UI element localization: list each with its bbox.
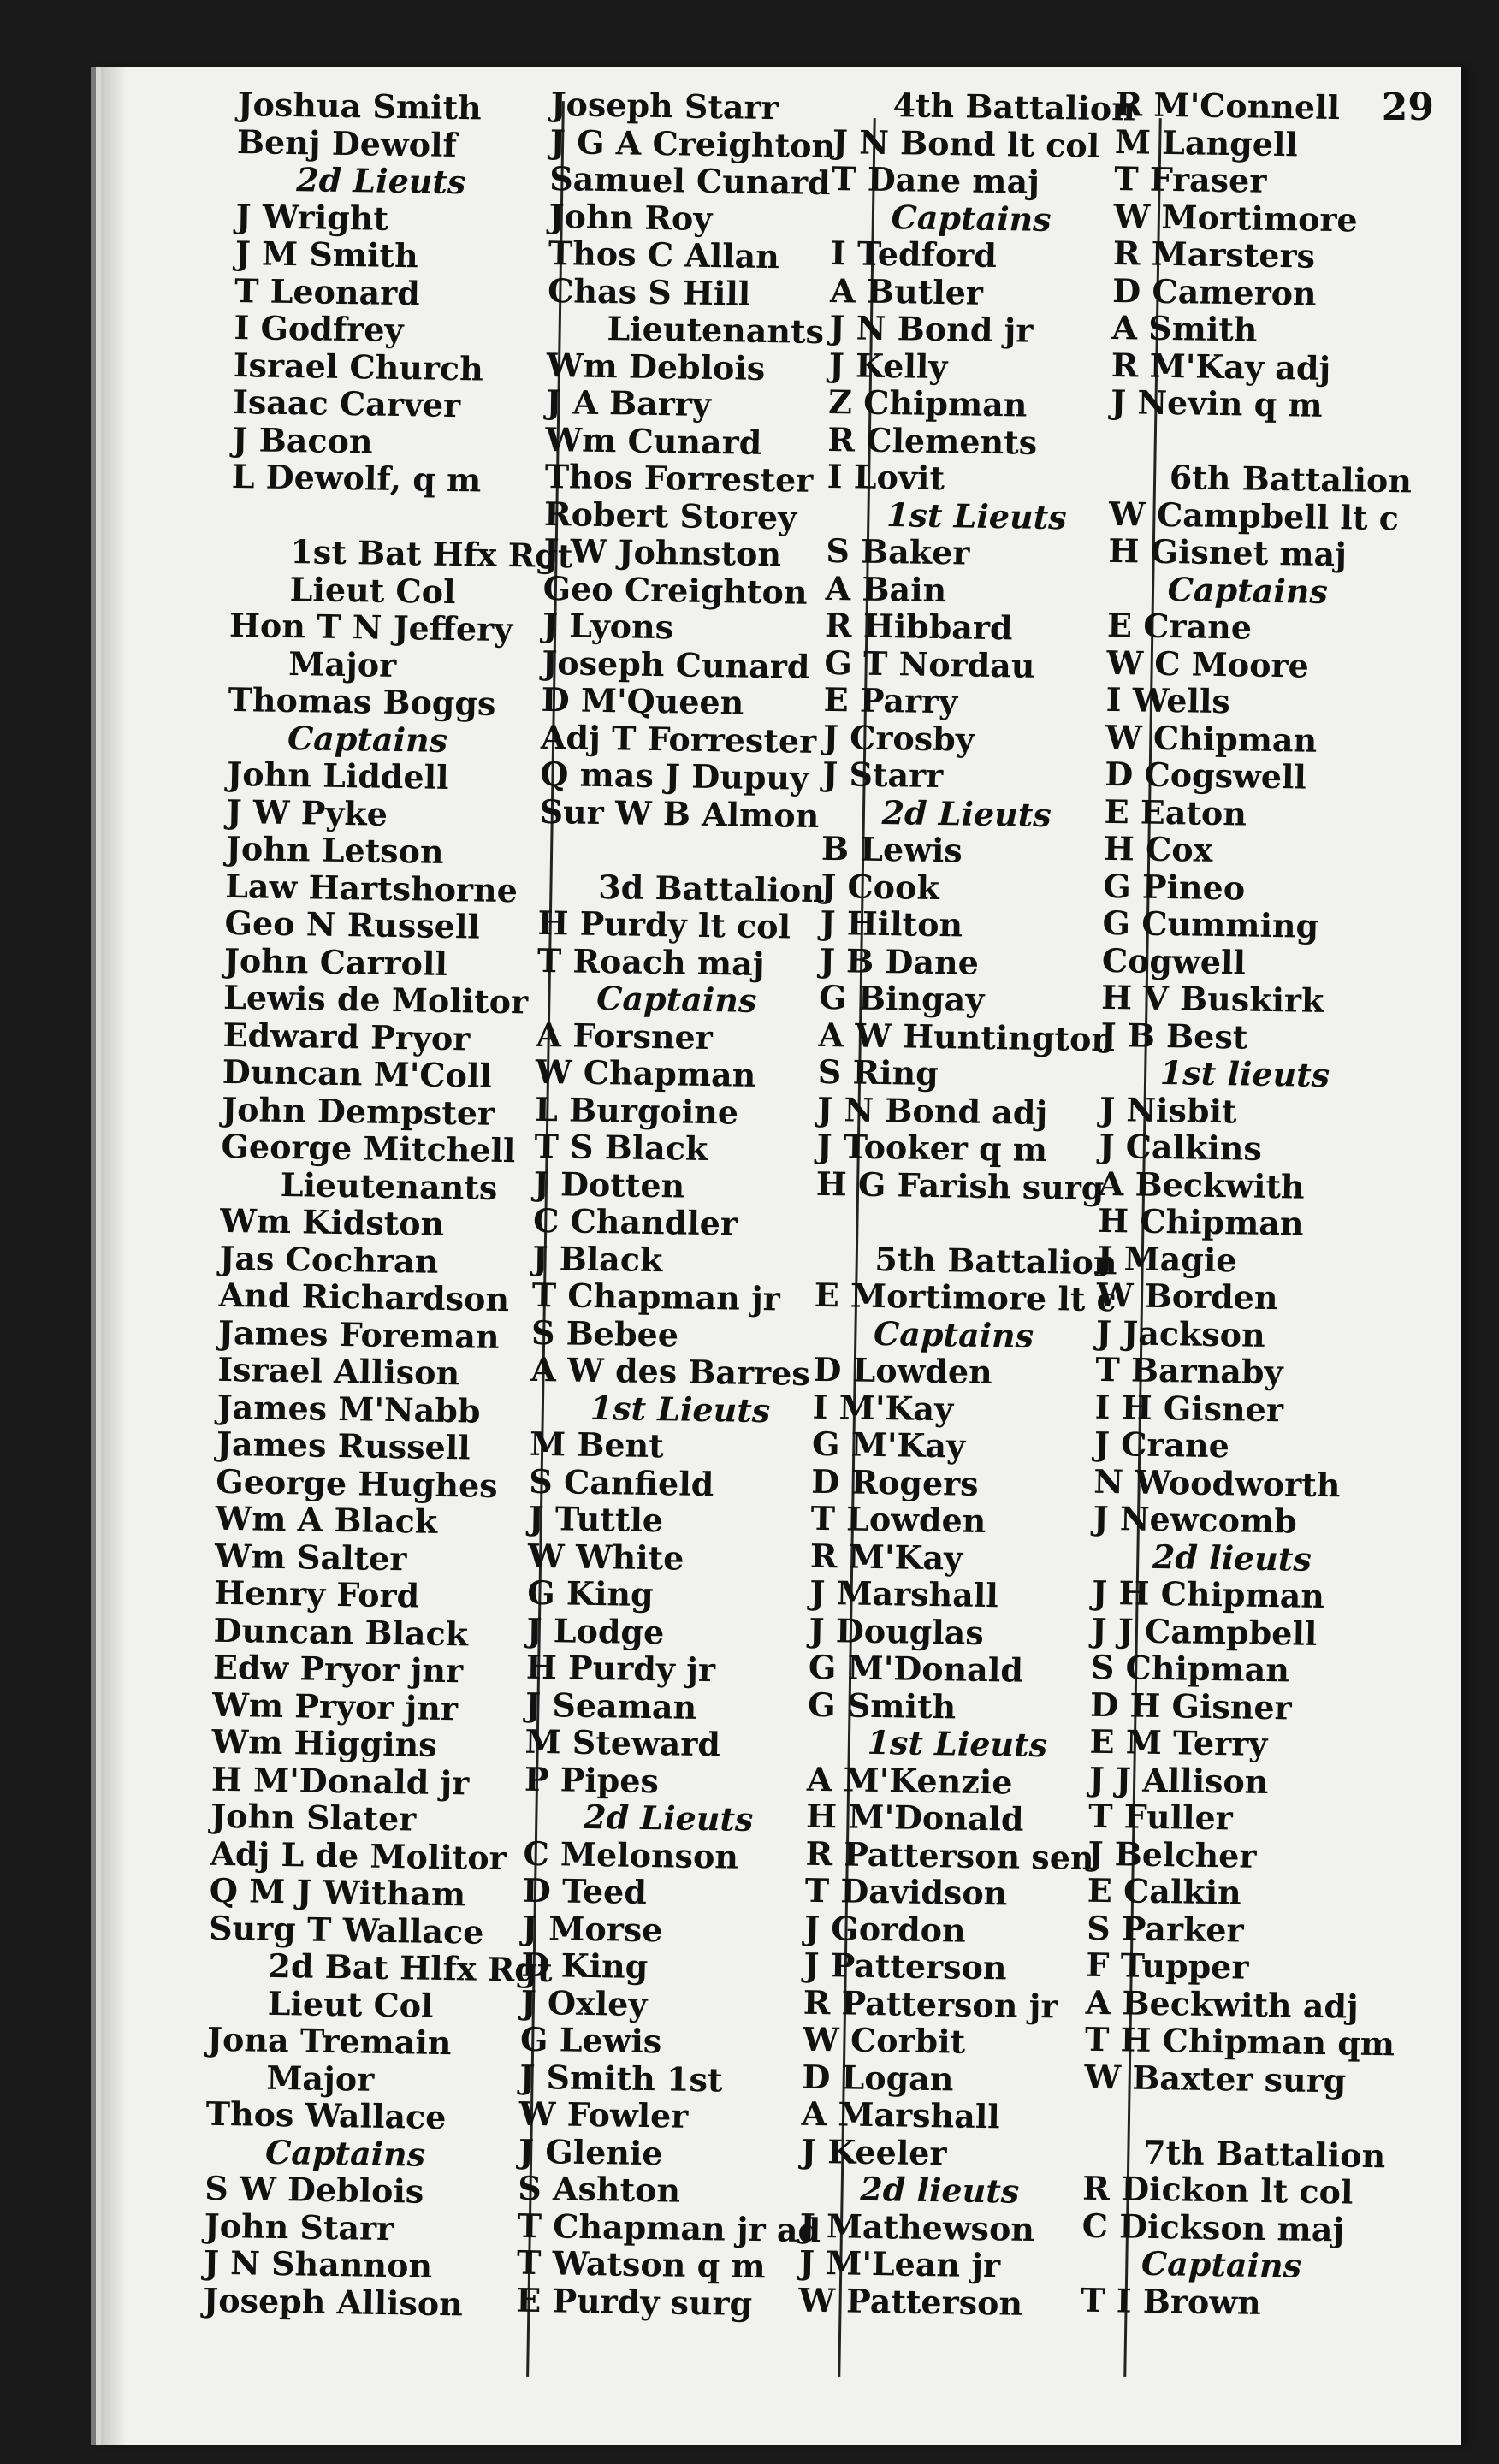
officer-entry: A Marshall bbox=[801, 2094, 1001, 2136]
officer-entry: Robert Storey bbox=[543, 494, 797, 537]
officer-entry: Q M J Witham bbox=[209, 1870, 466, 1914]
officer-entry: Wm Cunard bbox=[545, 419, 762, 462]
officer-entry: J J Allison bbox=[1088, 1759, 1269, 1801]
officer-entry: J Patterson bbox=[803, 1945, 1007, 1987]
officer-entry: E Purdy surg bbox=[515, 2280, 753, 2323]
officer-entry: J Smith 1st bbox=[519, 2057, 723, 2099]
section-heading: 2d Lieuts bbox=[583, 1797, 754, 1839]
officer-entry: H M'Donald bbox=[805, 1796, 1024, 1839]
officer-entry: G Lewis bbox=[519, 2019, 662, 2061]
section-heading: Captains bbox=[595, 978, 757, 1020]
section-heading: 1st Bat Hfx Rgt bbox=[290, 532, 573, 576]
officer-entry: J W Johnston bbox=[543, 530, 782, 574]
officer-entry: D Rogers bbox=[811, 1461, 979, 1503]
officer-entry: J N Bond jr bbox=[829, 307, 1034, 350]
officer-entry: J Marshall bbox=[809, 1573, 999, 1615]
officer-entry: J Jackson bbox=[1095, 1312, 1266, 1354]
officer-entry: J Lyons bbox=[542, 605, 674, 647]
officer-entry: W Campbell lt c bbox=[1108, 494, 1400, 537]
officer-entry: E M Terry bbox=[1089, 1721, 1268, 1764]
officer-entry: H V Buskirk bbox=[1100, 977, 1324, 1020]
officer-entry: John Carroll bbox=[223, 940, 448, 983]
officer-entry: S Parker bbox=[1086, 1908, 1244, 1950]
officer-entry: W Corbit bbox=[802, 2019, 966, 2061]
officer-entry: T Leonard bbox=[234, 270, 421, 312]
officer-entry: W Mortimore bbox=[1113, 196, 1359, 239]
officer-entry: George Mitchell bbox=[221, 1126, 516, 1170]
officer-entry: C Melonson bbox=[523, 1833, 739, 1876]
officer-entry: E Eaton bbox=[1104, 791, 1247, 833]
officer-entry: D Cogswell bbox=[1105, 754, 1307, 797]
officer-entry: Jas Cochran bbox=[219, 1238, 439, 1281]
officer-entry: A Beckwith bbox=[1098, 1164, 1305, 1206]
officer-entry: R M'Connell bbox=[1115, 85, 1341, 127]
officer-entry: J Mathewson bbox=[799, 2206, 1035, 2248]
officer-entry: Lewis de Molitor bbox=[222, 977, 529, 1022]
officer-entry: J N Shannon bbox=[203, 2242, 433, 2285]
officer-entry: W Patterson bbox=[797, 2280, 1023, 2323]
blank-line bbox=[231, 495, 576, 537]
officer-entry: John Roy bbox=[548, 196, 713, 238]
officer-entry: A Beckwith adj bbox=[1085, 1982, 1360, 2026]
section-heading: Captains bbox=[873, 1313, 1034, 1355]
officer-entry: John Slater bbox=[210, 1796, 417, 1839]
officer-entry: R Hibbard bbox=[824, 605, 1013, 648]
officer-entry: T I Brown bbox=[1080, 2280, 1262, 2322]
officer-entry: I H Gisner bbox=[1094, 1387, 1284, 1429]
officer-entry: M Langell bbox=[1114, 121, 1299, 163]
officer-entry: J B Best bbox=[1100, 1015, 1248, 1057]
section-heading: 2d Lieuts bbox=[295, 160, 466, 202]
officer-entry: F Tupper bbox=[1086, 1945, 1249, 1987]
officer-entry: H Gisnet maj bbox=[1108, 530, 1348, 574]
officer-entry: E Mortimore lt c bbox=[814, 1275, 1117, 1319]
officer-entry: E Calkin bbox=[1087, 1870, 1242, 1912]
officer-entry: L Dewolf, q m bbox=[231, 456, 482, 500]
officer-entry: Chas S Hill bbox=[547, 270, 751, 313]
officer-entry: Geo Creighton bbox=[542, 568, 808, 612]
officer-entry: G M'Donald bbox=[808, 1647, 1024, 1690]
officer-entry: Joseph Cunard bbox=[542, 643, 810, 686]
officer-entry: James M'Nabb bbox=[216, 1387, 481, 1430]
officer-entry: J Seaman bbox=[524, 1685, 697, 1727]
officer-entry: J Keeler bbox=[800, 2131, 947, 2172]
officer-entry: J Tooker q m bbox=[816, 1126, 1048, 1170]
officer-entry: Duncan M'Coll bbox=[222, 1051, 493, 1095]
officer-entry: S Ring bbox=[817, 1051, 939, 1093]
officer-entry: Duncan Black bbox=[213, 1610, 469, 1653]
officer-entry: Law Hartshorne bbox=[224, 866, 518, 909]
officer-entry: T Fuller bbox=[1087, 1796, 1234, 1838]
officer-entry: T H Chipman qm bbox=[1084, 2019, 1395, 2064]
officer-entry: R Marsters bbox=[1112, 233, 1316, 275]
officer-entry: J Magie bbox=[1097, 1238, 1237, 1279]
officer-entry: Joseph Starr bbox=[550, 85, 779, 127]
officer-entry: J Belcher bbox=[1087, 1833, 1257, 1875]
section-heading: Captains bbox=[1141, 2243, 1302, 2285]
officer-entry: M Steward bbox=[524, 1721, 721, 1764]
officer-entry: I Wells bbox=[1105, 679, 1231, 721]
officer-entry: Wm A Black bbox=[215, 1498, 438, 1541]
officer-entry: Jona Tremain bbox=[206, 2019, 452, 2063]
officer-entry: S Canfield bbox=[529, 1461, 714, 1503]
officer-entry: James Russell bbox=[216, 1424, 471, 1467]
officer-entry: J Nevin q m bbox=[1110, 382, 1324, 424]
officer-entry: A W Huntington bbox=[818, 1015, 1116, 1058]
officer-entry: S W Deblois bbox=[204, 2168, 424, 2211]
officer-entry: Benj Dewolf bbox=[236, 121, 458, 164]
officer-entry: Hon T N Jeffery bbox=[228, 605, 513, 649]
officer-entry: H Purdy jr bbox=[525, 1647, 716, 1690]
officer-entry: Israel Allison bbox=[217, 1349, 460, 1393]
officer-entry: L Burgoine bbox=[534, 1089, 739, 1132]
section-heading: Lieut Col bbox=[289, 569, 456, 611]
section-heading: 2d Lieuts bbox=[881, 792, 1052, 834]
officer-entry: J Calkins bbox=[1099, 1126, 1263, 1168]
officer-entry: Wm Kidston bbox=[219, 1200, 445, 1243]
officer-entry: J Oxley bbox=[520, 1982, 648, 2023]
blank-line bbox=[815, 1202, 1118, 1244]
register-page bbox=[96, 67, 1461, 2445]
officer-entry: J Douglas bbox=[809, 1610, 985, 1652]
officer-entry: Surg T Wallace bbox=[208, 1908, 484, 1952]
officer-entry: I Godfrey bbox=[234, 307, 404, 350]
officer-entry: A W des Barres bbox=[530, 1349, 811, 1393]
officer-entry: Henry Ford bbox=[213, 1573, 420, 1615]
officer-entry: G Smith bbox=[807, 1685, 957, 1726]
section-heading: 3d Battalion bbox=[597, 867, 826, 909]
officer-entry: Q mas J Dupuy bbox=[540, 754, 809, 797]
officer-entry: W Baxter surg bbox=[1084, 2057, 1347, 2100]
section-heading: Captains bbox=[264, 2132, 426, 2174]
officer-entry: D Cameron bbox=[1111, 270, 1318, 313]
officer-entry: W Fowler bbox=[518, 2094, 689, 2135]
blank-line bbox=[1083, 2095, 1394, 2137]
officer-entry: A Forsner bbox=[536, 1015, 714, 1057]
officer-entry: George Hughes bbox=[216, 1461, 498, 1505]
officer-entry: G M'Kay bbox=[811, 1424, 966, 1466]
officer-entry: W White bbox=[527, 1536, 684, 1578]
officer-entry: Israel Church bbox=[233, 345, 484, 388]
officer-entry: J Crane bbox=[1093, 1424, 1230, 1466]
officer-entry: D M'Queen bbox=[541, 679, 744, 722]
officer-entry: S Bebee bbox=[530, 1312, 679, 1354]
officer-entry: J Crosby bbox=[822, 717, 975, 759]
officer-entry: A Butler bbox=[829, 270, 984, 312]
officer-entry: R Clements bbox=[827, 419, 1038, 462]
officer-entry: J Gordon bbox=[803, 1908, 967, 1950]
officer-entry: G T Nordau bbox=[824, 643, 1035, 685]
officer-entry: H Purdy lt col bbox=[537, 903, 791, 946]
officer-entry: T Dane maj bbox=[831, 158, 1040, 201]
section-heading: 7th Battalion bbox=[1142, 2132, 1386, 2175]
section-heading: 6th Battalion bbox=[1169, 458, 1413, 500]
officer-entry: Wm Salter bbox=[214, 1536, 407, 1578]
officer-entry: Wm Deblois bbox=[546, 345, 766, 388]
officer-entry: M Bent bbox=[529, 1424, 665, 1466]
officer-entry: Isaac Carver bbox=[232, 382, 461, 425]
officer-entry: C Dickson maj bbox=[1081, 2206, 1345, 2249]
officer-entry: John Letson bbox=[225, 828, 444, 871]
officer-entry: J J Campbell bbox=[1091, 1610, 1318, 1653]
officer-entry: James Foreman bbox=[217, 1312, 500, 1356]
blank-line bbox=[1110, 420, 1420, 462]
section-heading: 1st Lieuts bbox=[590, 1388, 771, 1430]
section-heading: 2d Bat Hlfx Rgt bbox=[268, 1946, 553, 1990]
officer-entry: H Chipman bbox=[1097, 1200, 1304, 1243]
officer-entry: Samuel Cunard bbox=[548, 158, 832, 203]
officer-entry: G Cumming bbox=[1102, 903, 1319, 945]
officer-entry: Adj T Forrester bbox=[540, 717, 817, 761]
section-heading: 1st lieuts bbox=[1159, 1052, 1330, 1095]
section-heading: 2d lieuts bbox=[1152, 1537, 1312, 1578]
officer-entry: J Newcomb bbox=[1093, 1498, 1298, 1541]
officer-entry: J N Bond adj bbox=[816, 1089, 1048, 1132]
officer-entry: J Cook bbox=[820, 866, 940, 907]
officer-entry: N Woodworth bbox=[1093, 1461, 1341, 1504]
officer-entry: T Chapman jr bbox=[531, 1275, 781, 1318]
officer-entry: J Hilton bbox=[820, 903, 963, 945]
officer-entry: G King bbox=[526, 1573, 655, 1614]
section-heading: 1st Lieuts bbox=[886, 495, 1067, 536]
section-heading: 4th Battalion bbox=[892, 86, 1136, 128]
officer-entry: R Patterson sen bbox=[805, 1833, 1094, 1877]
officer-entry: R Dickon lt col bbox=[1082, 2168, 1354, 2212]
officer-entry: Thos C Allan bbox=[548, 233, 780, 276]
officer-entry: T Watson q m bbox=[516, 2242, 767, 2286]
officer-entry: W Chapman bbox=[535, 1051, 756, 1094]
officer-entry: Thomas Boggs bbox=[228, 679, 496, 723]
officer-entry: C Chandler bbox=[532, 1200, 738, 1243]
officer-entry: W Borden bbox=[1096, 1275, 1278, 1318]
officer-entry: Cogwell bbox=[1101, 940, 1247, 982]
officer-entry: H Cox bbox=[1103, 828, 1213, 869]
officer-entry: Joseph Allison bbox=[202, 2280, 464, 2323]
section-heading: Lieutenants bbox=[280, 1164, 498, 1207]
officer-entry: A Smith bbox=[1111, 307, 1258, 349]
officer-entry: J Wright bbox=[235, 196, 389, 238]
section-heading: 1st Lieuts bbox=[867, 1722, 1048, 1765]
officer-entry: A M'Kenzie bbox=[806, 1759, 1013, 1802]
officer-entry: J Tuttle bbox=[528, 1498, 664, 1540]
officer-entry: J G A Creighton bbox=[549, 121, 836, 165]
section-heading: Captains bbox=[891, 197, 1052, 239]
officer-entry: D H Gisner bbox=[1089, 1685, 1293, 1727]
officer-entry: J N Bond lt col bbox=[832, 121, 1100, 165]
officer-entry: Edw Pryor jnr bbox=[212, 1647, 464, 1691]
officer-entry: T Barnaby bbox=[1095, 1349, 1283, 1392]
officer-entry: T Davidson bbox=[804, 1870, 1008, 1913]
officer-entry: T S Black bbox=[534, 1126, 708, 1169]
officer-entry: J Starr bbox=[822, 754, 944, 796]
officer-entry: E Parry bbox=[823, 679, 958, 721]
officer-entry: S Ashton bbox=[518, 2168, 681, 2210]
officer-entry: T Roach maj bbox=[536, 940, 765, 983]
officer-entry: J A Barry bbox=[545, 382, 712, 424]
officer-entry: R Patterson jr bbox=[803, 1982, 1058, 2025]
officer-entry: G Pineo bbox=[1102, 866, 1246, 907]
blank-line bbox=[539, 830, 843, 872]
officer-entry: I Tedford bbox=[830, 233, 998, 275]
officer-entry: T Lowden bbox=[810, 1498, 986, 1541]
officer-entry: D Teed bbox=[522, 1870, 648, 1912]
officer-entry: A Bain bbox=[825, 568, 947, 609]
officer-entry: J M Smith bbox=[234, 233, 419, 275]
officer-entry: E Crane bbox=[1106, 605, 1253, 647]
officer-entry: G Bingay bbox=[818, 977, 985, 1019]
officer-entry: S Baker bbox=[826, 530, 970, 572]
officer-entry: Adj L de Molitor bbox=[210, 1833, 507, 1877]
officer-entry: T Chapman jr ad bbox=[517, 2206, 821, 2249]
officer-entry: H M'Donald jr bbox=[210, 1759, 470, 1802]
officer-entry: J Dotten bbox=[533, 1164, 685, 1205]
officer-entry: And Richardson bbox=[218, 1275, 510, 1319]
roster-column-3 bbox=[798, 86, 1135, 2323]
officer-entry: D Logan bbox=[802, 2057, 954, 2098]
section-heading: Captains bbox=[287, 718, 448, 760]
officer-entry: Thos Forrester bbox=[544, 456, 814, 500]
officer-entry: J Lodge bbox=[526, 1610, 665, 1651]
officer-entry: J H Chipman bbox=[1091, 1573, 1325, 1616]
officer-entry: Wm Higgins bbox=[211, 1721, 437, 1764]
page-gutter-shadow bbox=[101, 67, 127, 2445]
officer-entry: S Chipman bbox=[1090, 1647, 1290, 1690]
officer-entry: B Lewis bbox=[821, 828, 963, 870]
section-heading: 5th Battalion bbox=[874, 1239, 1117, 1282]
roster-column-4 bbox=[1081, 86, 1425, 2323]
officer-entry: Thos Wallace bbox=[205, 2094, 447, 2137]
officer-entry: Joshua Smith bbox=[237, 85, 483, 127]
section-heading: Lieutenants bbox=[607, 309, 825, 352]
section-heading: Captains bbox=[1167, 569, 1329, 611]
officer-entry: J Nisbit bbox=[1099, 1089, 1237, 1130]
officer-entry: John Starr bbox=[204, 2206, 394, 2248]
officer-entry: Wm Pryor jnr bbox=[211, 1685, 459, 1727]
officer-entry: J Kelly bbox=[828, 345, 948, 386]
officer-entry: J Bacon bbox=[232, 419, 373, 461]
officer-entry: R M'Kay bbox=[809, 1536, 963, 1578]
officer-entry: J Morse bbox=[521, 1908, 663, 1949]
officer-entry: John Liddell bbox=[227, 754, 449, 797]
officer-entry: Z Chipman bbox=[827, 382, 1028, 424]
officer-entry: Geo N Russell bbox=[224, 903, 481, 946]
officer-entry: J B Dane bbox=[819, 940, 980, 982]
section-heading: 2d lieuts bbox=[860, 2169, 1020, 2211]
officer-entry: J Glenie bbox=[518, 2131, 663, 2172]
page-number: 29 bbox=[1381, 86, 1434, 129]
officer-entry: J Black bbox=[532, 1238, 663, 1279]
officer-entry: W Chipman bbox=[1105, 717, 1318, 760]
officer-entry: Sur W B Almon bbox=[539, 791, 820, 835]
officer-entry: D King bbox=[521, 1945, 649, 1987]
officer-entry: W C Moore bbox=[1106, 643, 1310, 685]
officer-entry: D Lowden bbox=[813, 1349, 993, 1392]
officer-entry: I Lovit bbox=[827, 456, 945, 498]
officer-entry: R M'Kay adj bbox=[1111, 345, 1331, 388]
section-heading: Major bbox=[266, 2058, 375, 2099]
officer-entry: J M'Lean jr bbox=[798, 2242, 1001, 2285]
officer-entry: P Pipes bbox=[524, 1759, 660, 1800]
officer-entry: I M'Kay bbox=[812, 1387, 954, 1428]
officer-entry: H G Farish surg bbox=[815, 1164, 1105, 1207]
officer-entry: T Fraser bbox=[1113, 158, 1267, 200]
section-heading: Lieut Col bbox=[267, 1983, 434, 2025]
officer-entry: John Dempster bbox=[221, 1089, 495, 1133]
officer-entry: Edward Pryor bbox=[222, 1015, 471, 1057]
officer-entry: J W Pyke bbox=[226, 791, 388, 833]
section-heading: Major bbox=[288, 643, 397, 684]
